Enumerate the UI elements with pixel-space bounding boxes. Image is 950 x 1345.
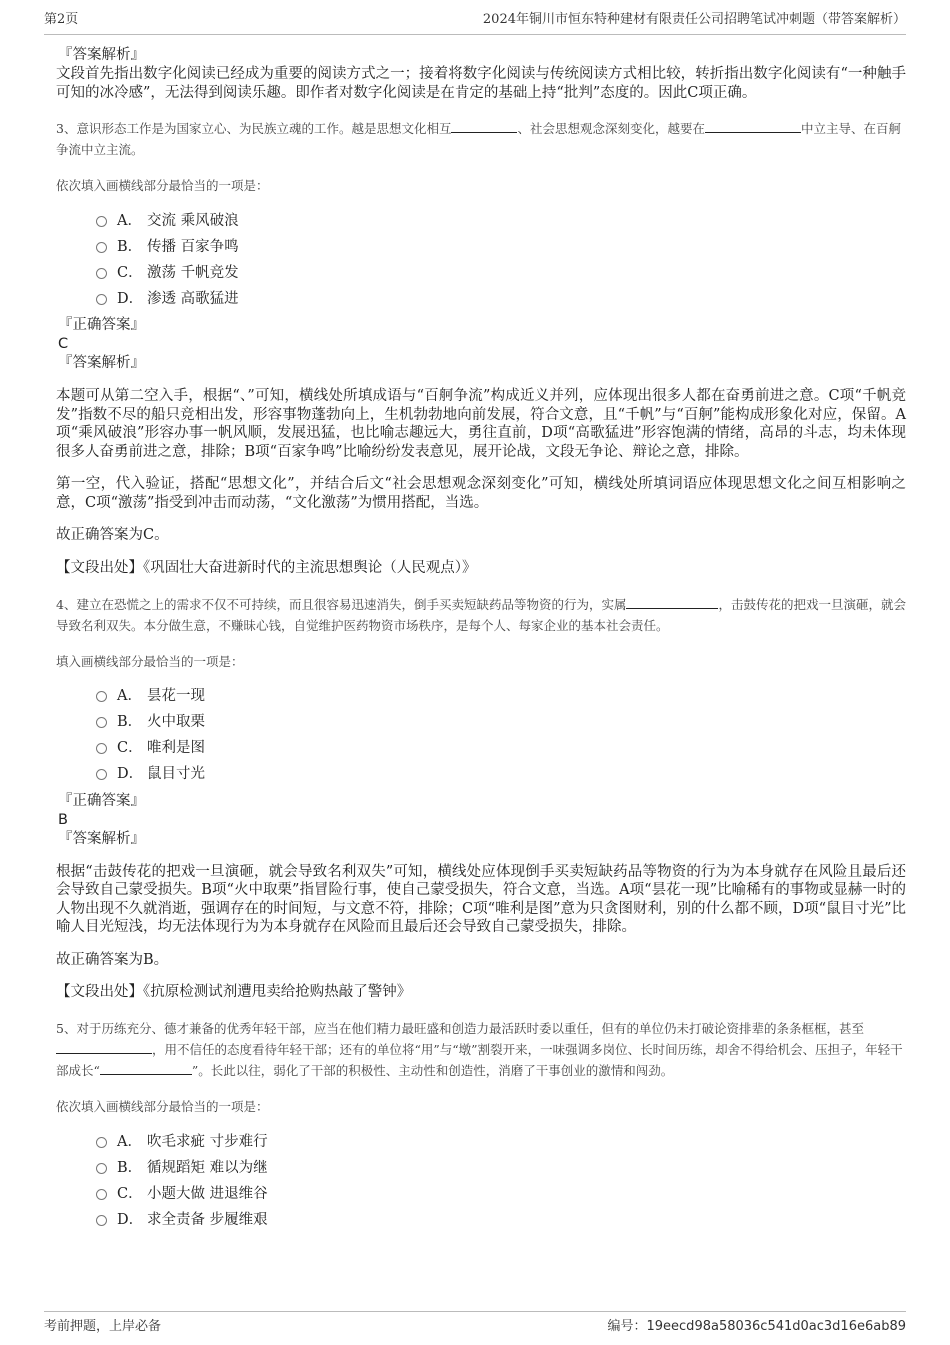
- q3-answer: C: [58, 336, 69, 352]
- q3-analysis-tag: 『答案解析』: [58, 355, 145, 371]
- q3-blank-1: [451, 120, 517, 133]
- q3-stem: 3、意识形态工作是为国家立心、为民族立魂的工作。越是思想文化相互 、社会思想观念深刻变化，越要在 中立主导、在百舸争流中立主流。: [56, 121, 901, 157]
- q3-analysis-p2: 第一空，代入验证，搭配“思想文化”，并结合后文“社会思想观念深刻变化”可知，横线处所填词语应体现思想文化之间互相影响之意，C项“激荡”指受到冲击而动荡，“文化激荡”为惯用搭配，当选。: [56, 476, 906, 511]
- radio-icon[interactable]: [96, 1189, 107, 1200]
- q3-prompt: 依次填入画横线部分最恰当的一项是：: [56, 178, 269, 193]
- q4-option-d[interactable]: D． 鼠目寸光: [96, 760, 906, 786]
- q5-blank-1: [56, 1041, 152, 1054]
- q4-prompt: 填入画横线部分最恰当的一项是：: [56, 653, 244, 669]
- radio-icon[interactable]: [96, 717, 107, 728]
- q5-option-a[interactable]: A． 吹毛求疵 寸步难行: [96, 1127, 906, 1153]
- document-code: 编号：19eecd98a58036c541d0ac3d16e6ab89: [607, 1318, 906, 1334]
- q4-answer-tag: 『正确答案』: [58, 792, 145, 809]
- q4-source: 【文段出处】《抗原检测试剂遭甩卖给抢购热敲了警钟》: [56, 984, 412, 1000]
- q2-analysis-tag: 『答案解析』: [58, 47, 145, 63]
- q5-blank-2: [100, 1062, 192, 1075]
- q3-answer-tag: 『正确答案』: [58, 317, 145, 333]
- q3-option-a[interactable]: A． 交流 乘风破浪: [96, 206, 906, 232]
- q5-stem: 5、对于历练充分、德才兼备的优秀年轻干部，应当在他们精力最旺盛和创造力最活跃时委以重任，但有的单位仍未打破论资排辈的条条框框，甚至，用不信任的态度看待年轻干部；还有的单位将“用”与“墩”割裂开来，一味强调多岗位、长时间历练，却舍不得给机会、压担子，年轻干部成长“ ”。长此以往，弱化了干部的积极性、主动性和创造性，消磨了干事创业的激情和闯劲。: [56, 1021, 903, 1078]
- q4-option-c[interactable]: C． 唯利是图: [96, 734, 906, 760]
- q3-analysis-p1: 本题可从第二空入手，根据“、”可知，横线处所填成语与“百舸争流”构成近义并列，应体现出很多人都在奋勇前进之意。C项“千帆竞发”指数不尽的船只竞相出发，形容事物蓬勃向上，生机勃勃地向前发展，符合文意，且“千帆”与“百舸”能构成形象化对应，保留。A项“乘风破浪”形容办事一帆风顺，发展迅猛，也比喻志趣远大，勇往直前，D项“高歌猛进”形容饱满的情绪，高昂的斗志，均未体现很多人奋勇前进之意，排除；B项“百家争鸣”比喻纷纷发表意见，展开论战，文段无争论、辩论之意，排除。: [56, 388, 906, 460]
- q4-analysis-tag: 『答案解析』: [58, 830, 145, 847]
- q4-options: [96, 682, 906, 786]
- q3-options: [96, 206, 906, 310]
- radio-icon[interactable]: [96, 691, 107, 702]
- q5-option-d[interactable]: D． 求全责备 步履维艰: [96, 1205, 906, 1231]
- q4-conclusion: 故正确答案为B。: [56, 951, 169, 968]
- q4-blank-1: [626, 596, 718, 609]
- q4-option-b[interactable]: B． 火中取栗: [96, 708, 906, 734]
- radio-icon[interactable]: [96, 216, 107, 227]
- q4-analysis-p1: 根据“击鼓传花的把戏一旦演砸，就会导致名利双失”可知，横线处应体现倒手买卖短缺药品等物资的行为为本身就存在风险且最后还会导致自己蒙受损失。B项“火中取栗”指冒险行事，使自己蒙受损失，符合文意，当选。A项“昙花一现”比喻稀有的事物或显赫一时的人物出现不久就消逝，强调存在的时间短，与文意不符，排除；C项“唯利是图”意为只贪图财利，别的什么都不顾，D项“鼠目寸光”比喻人目光短浅，均无法体现行为为本身就存在风险而且最后还会导致自己蒙受损失，排除。: [56, 863, 906, 935]
- q3-conclusion: 故正确答案为C。: [56, 527, 169, 543]
- q5-prompt: 依次填入画横线部分最恰当的一项是：: [56, 1099, 269, 1114]
- radio-icon[interactable]: [96, 1137, 107, 1148]
- footer-slogan: 考前押题，上岸必备: [44, 1318, 162, 1334]
- radio-icon[interactable]: [96, 1215, 107, 1226]
- document-title: 2024年铜川市恒东特种建材有限责任公司招聘笔试冲刺题（带答案解析）: [482, 11, 906, 27]
- q3-option-d[interactable]: D． 渗透 高歌猛进: [96, 284, 906, 310]
- q4-option-a[interactable]: A． 昙花一现: [96, 682, 906, 708]
- q3-blank-2: [705, 120, 801, 133]
- q3-option-b[interactable]: B． 传播 百家争鸣: [96, 232, 906, 258]
- q5-options: [96, 1127, 906, 1231]
- page-footer: [44, 1311, 906, 1336]
- radio-icon[interactable]: [96, 1163, 107, 1174]
- radio-icon[interactable]: [96, 294, 107, 305]
- radio-icon[interactable]: [96, 769, 107, 780]
- q3-source: 【文段出处】《巩固壮大奋进新时代的主流思想舆论（人民观点）》: [56, 559, 477, 576]
- radio-icon[interactable]: [96, 743, 107, 754]
- q3-option-c[interactable]: C． 激荡 千帆竞发: [96, 258, 906, 284]
- page-number: 第2页: [44, 11, 79, 27]
- q4-stem: 4、建立在恐慌之上的需求不仅不可持续，而且很容易迅速消失，倒手买卖短缺药品等物资的行为，实属 ，击鼓传花的把戏一旦演砸，就会导致名利双失。本分做生意，不赚昧心钱，自觉维护医药物资市场秩序，是每个人、每家企业的基本社会责任。: [56, 596, 906, 633]
- document-body: [56, 46, 906, 1231]
- q5-option-b[interactable]: B． 循规蹈矩 难以为继: [96, 1153, 906, 1179]
- q4-answer: B: [58, 811, 68, 828]
- radio-icon[interactable]: [96, 242, 107, 253]
- page-header: [44, 0, 906, 35]
- q2-analysis: 文段首先指出数字化阅读已经成为重要的阅读方式之一；接着将数字化阅读与传统阅读方式相比较，转折指出数字化阅读有“一种触手可知的冰冷感”，无法得到阅读乐趣。即作者对数字化阅读是在肯定的基础上持“批判”态度的。因此C项正确。: [56, 66, 906, 101]
- radio-icon[interactable]: [96, 268, 107, 279]
- q5-option-c[interactable]: C． 小题大做 进退维谷: [96, 1179, 906, 1205]
